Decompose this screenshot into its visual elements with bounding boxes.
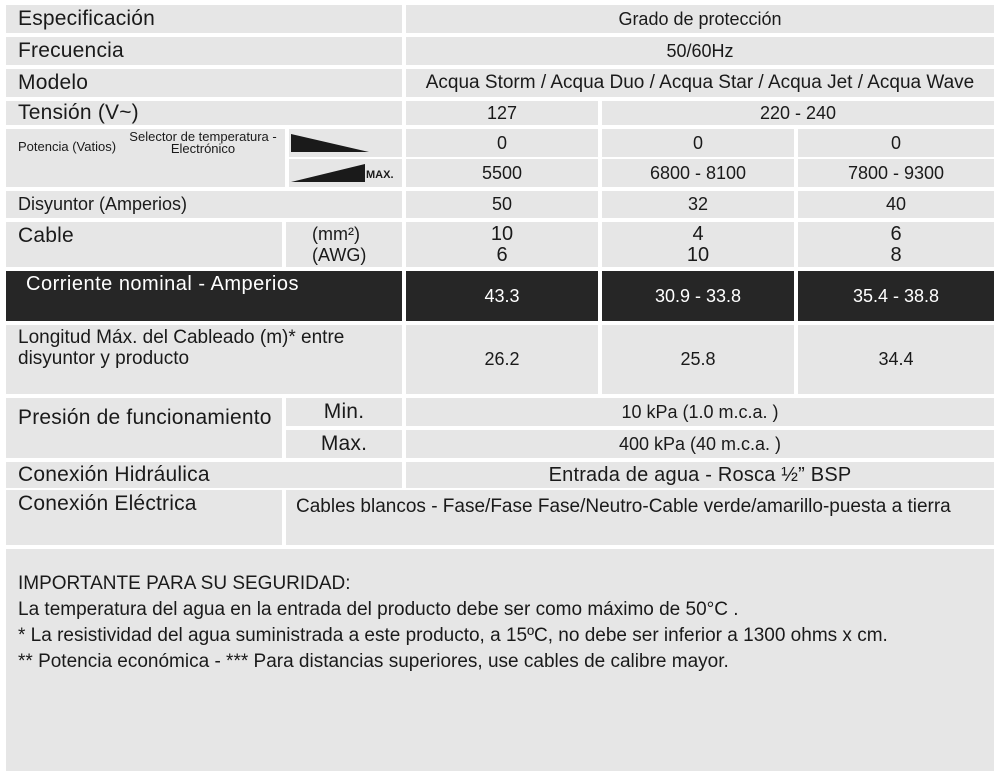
cable-mm2-1: 10 (490, 222, 514, 245)
power-label (6, 129, 121, 187)
power-max-3: 7800 - 9300 (798, 159, 994, 187)
power-min-3: 0 (798, 129, 994, 157)
cable-units (286, 222, 402, 267)
wedge-max-icon (291, 162, 367, 184)
length-line-2: disyuntor y producto (18, 348, 190, 369)
pressure-max-value: 400 kPa (40 m.c.a. ) (406, 430, 994, 458)
frequency-label: Frecuencia (6, 37, 402, 65)
power-min-indicator-cell (289, 129, 402, 157)
safety-line-3: ** Potencia económica - *** Para distancias superiores, use cables de calibre mayor. (18, 651, 729, 672)
current-3: 35.4 - 38.8 (798, 271, 994, 321)
breaker-2: 32 (602, 191, 794, 218)
max-label: MAX. (366, 169, 394, 181)
selector-line-1: Selector de temperatura - (129, 129, 277, 144)
pressure-min-label: Min. (286, 398, 402, 426)
length-1: 26.2 (406, 325, 598, 394)
cable-mm2-3: 6 (890, 222, 902, 245)
electric-label: Conexión Eléctrica (6, 490, 282, 545)
frequency-value: 50/60Hz (406, 37, 994, 65)
cable-awg-2: 10 (686, 243, 710, 266)
voltage-220-240: 220 - 240 (602, 101, 994, 125)
safety-notes (6, 549, 994, 771)
cable-unit-awg: (AWG) (312, 244, 367, 265)
safety-line-2: * La resistividad del agua suministrada a este producto, a 15ºC, no debe ser inferior a 1300 ohms x cm. (18, 625, 888, 646)
current-1: 43.3 (406, 271, 598, 321)
electric-value: Cables blancos - Fase/Fase Fase/Neutro-Cable verde/amarillo-puesta a tierra (286, 490, 994, 545)
voltage-127: 127 (406, 101, 598, 125)
cable-col-3 (798, 222, 994, 267)
cable-col-1 (406, 222, 598, 267)
power-max-1: 5500 (406, 159, 598, 187)
power-label-text: Potencia (Vatios) (18, 139, 117, 154)
hydraulic-value: Entrada de agua - Rosca ½” BSP (406, 462, 994, 488)
cable-label: Cable (6, 222, 282, 267)
breaker-label: Disyuntor (Amperios) (6, 191, 402, 218)
hydraulic-label: Conexión Hidráulica (6, 462, 402, 488)
pressure-min-value: 10 kPa (1.0 m.c.a. ) (406, 398, 994, 426)
safety-line-1: La temperatura del agua en la entrada del producto debe ser como máximo de 50°C . (18, 599, 739, 620)
selector-line-2: Electrónico (170, 141, 236, 156)
spec-value: Grado de protección (406, 5, 994, 33)
breaker-3: 40 (798, 191, 994, 218)
power-min-1: 0 (406, 129, 598, 157)
model-value: Acqua Storm / Acqua Duo / Acqua Star / Acqua Jet / Acqua Wave (406, 69, 994, 97)
power-min-2: 0 (602, 129, 794, 157)
current-2: 30.9 - 33.8 (602, 271, 794, 321)
pressure-label: Presión de funcionamiento (6, 398, 282, 458)
model-label: Modelo (6, 69, 402, 97)
current-label: Corriente nominal - Amperios (6, 271, 402, 321)
cable-col-2 (602, 222, 794, 267)
voltage-label: Tensión (V~) (6, 101, 402, 125)
length-3: 34.4 (798, 325, 994, 394)
safety-title: IMPORTANTE PARA SU SEGURIDAD: (18, 573, 351, 594)
length-line-1: Longitud Máx. del Cableado (m)* entre (18, 327, 345, 348)
length-2: 25.8 (602, 325, 794, 394)
cable-mm2-2: 4 (692, 222, 704, 245)
cable-awg-1: 6 (496, 243, 508, 266)
breaker-1: 50 (406, 191, 598, 218)
power-max-2: 6800 - 8100 (602, 159, 794, 187)
power-selector (121, 129, 285, 187)
pressure-max-label: Max. (286, 430, 402, 458)
length-label (6, 325, 402, 394)
wedge-min-icon (291, 132, 371, 154)
spec-label: Especificación (6, 5, 402, 33)
cable-unit-mm2: (mm²) (312, 223, 360, 244)
power-max-indicator-cell (289, 159, 402, 187)
cable-awg-3: 8 (890, 243, 902, 266)
